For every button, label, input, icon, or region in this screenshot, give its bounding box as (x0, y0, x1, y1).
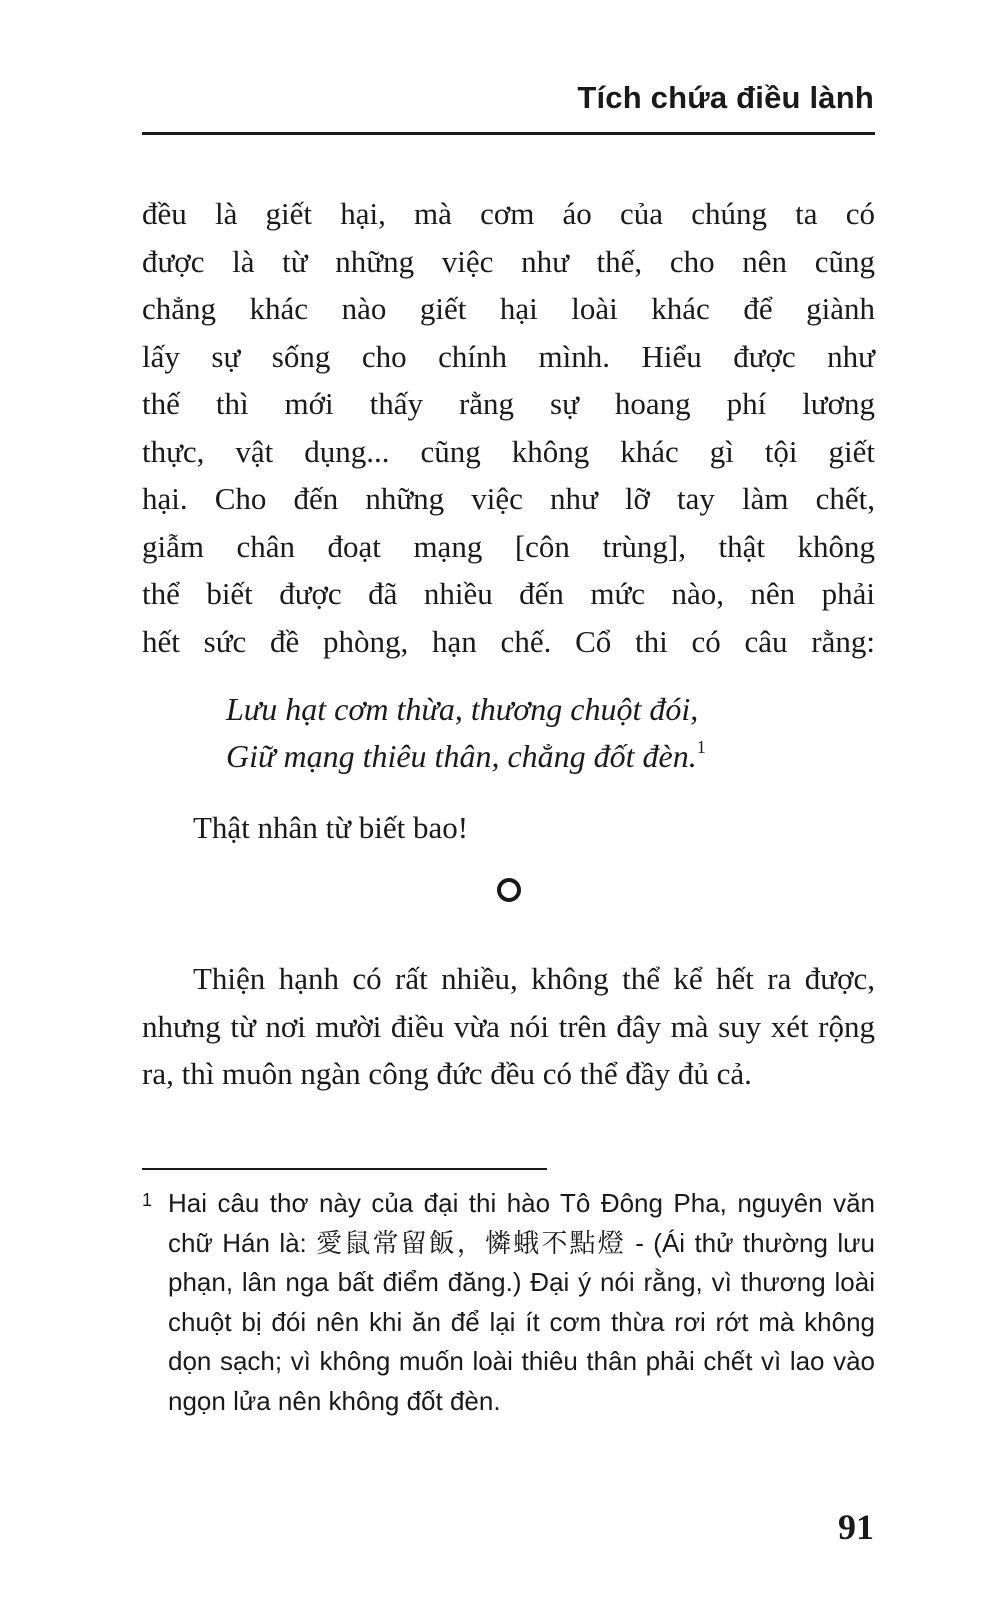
poem-line-2-text: Giữ mạng thiêu thân, chẳng đốt đèn. (226, 738, 697, 774)
running-header-title: Tích chứa điều lành (577, 80, 874, 115)
header-rule (142, 132, 875, 135)
body-line: lấy sự sống cho chính mình. Hiểu được như (142, 338, 875, 374)
body-line: hết sức đề phòng, hạn chế. Cổ thi có câu rằng: (142, 623, 875, 659)
footnote-rule (142, 1168, 547, 1170)
body-paragraph-1 (142, 190, 875, 665)
body-paragraph-2: Thiện hạnh có rất nhiều, không thể kể hết ra được, nhưng từ nơi mười điều vừa nói trên đây mà suy xét rộng ra, thì muôn ngàn công đức đều có thể đầy đủ cả. (142, 961, 875, 1091)
body-line: thể biết được đã nhiều đến mức nào, nên phải (142, 576, 875, 611)
poem-quote (226, 686, 706, 780)
body-line: thế thì mới thấy rằng sự hoang phí lương (142, 386, 875, 421)
footnote (142, 1184, 875, 1421)
section-ornament-circle-icon (497, 878, 521, 902)
page-number: 91 (838, 1507, 874, 1547)
poem-line-2 (226, 733, 706, 780)
exclamation-line: Thật nhân từ biết bao! (193, 810, 469, 845)
poem-line-1: Lưu hạt cơm thừa, thương chuột đói, (226, 691, 699, 727)
footnote-marker: 1 (142, 1190, 153, 1210)
footnote-reference: 1 (696, 737, 706, 757)
body-line: chẳng khác nào giết hại loài khác để giành (142, 291, 875, 326)
body-line: thực, vật dụng... cũng không khác gì tội giết (142, 433, 875, 469)
body-line: giẫm chân đoạt mạng [côn trùng], thật không (142, 528, 875, 564)
footnote-text: Hai câu thơ này của đại thi hào Tô Đông Pha, nguyên văn chữ Hán là: 愛鼠常留飯，憐蛾不點燈 - (Ái thử thường lưu phạn, lân nga bất điểm đăng.) Đại ý nói rằng, vì thương loài chuột bị đói nên khi ăn để lại ít cơm thừa rơi rớt mà không dọn sạch; vì không muốn loài thiêu thân phải chết vì lao vào ngọn lửa nên không đốt đèn. (168, 1188, 875, 1416)
body-line: được là từ những việc như thế, cho nên cũng (142, 243, 875, 279)
body-line: đều là giết hại, mà cơm áo của chúng ta có (142, 196, 875, 231)
body-line: hại. Cho đến những việc như lỡ tay làm chết, (142, 481, 875, 516)
